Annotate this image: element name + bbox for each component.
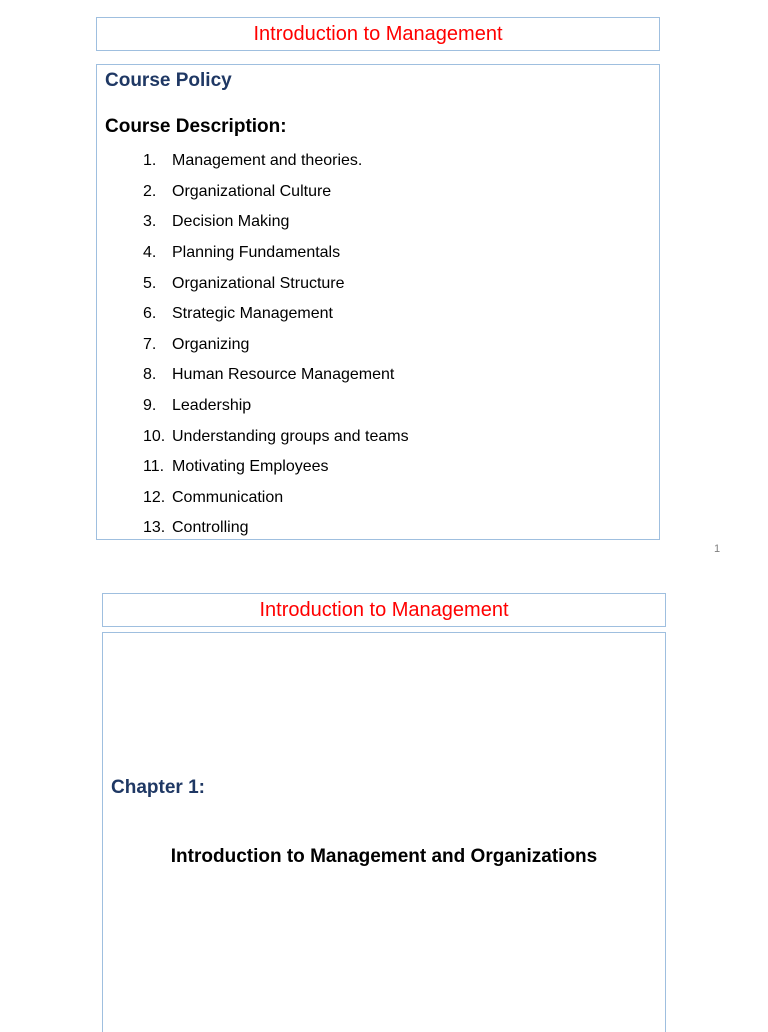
topic-number: 8. [143,366,157,384]
slide1-title-bar [96,17,660,51]
topic-number: 13. [143,519,166,537]
slide1-title: Introduction to Management [253,22,503,45]
topic-text: Communication [172,488,284,506]
course-policy-heading: Course Policy [105,70,232,91]
topic-text: Controlling [172,519,249,537]
topic-number: 2. [143,182,157,200]
topic-list-item [143,268,409,299]
slide2-title-bar [102,593,666,627]
topic-list-item [143,146,409,177]
topic-text: Organizational Culture [172,182,332,200]
topic-text: Decision Making [172,213,290,231]
topic-number: 4. [143,244,157,262]
slide2-content-box [102,632,666,1032]
chapter-title: Introduction to Management and Organizations [170,846,598,867]
topic-number: 1. [143,152,157,170]
topic-list [143,146,409,544]
topic-text: Leadership [172,397,252,415]
topic-list-item [143,177,409,208]
topic-list-item [143,391,409,422]
topic-text: Strategic Management [172,305,333,323]
chapter-label: Chapter 1: [111,777,205,798]
slide1-content-box [96,64,660,540]
topic-number: 3. [143,213,157,231]
topic-number: 10. [143,427,166,445]
topic-number: 9. [143,397,157,415]
topic-text: Management and theories. [172,152,363,170]
slide2-title: Introduction to Management [259,598,509,621]
topic-number: 11. [143,458,165,476]
topic-number: 12. [143,488,166,506]
topic-list-item [143,360,409,391]
topic-text: Organizing [172,335,250,353]
topic-text: Human Resource Management [172,366,395,384]
course-description-heading: Course Description: [105,116,287,137]
topic-text: Organizational Structure [172,274,345,292]
topic-list-item [143,513,409,544]
topic-number: 7. [143,335,157,353]
topic-list-item [143,330,409,361]
topic-list-item [143,238,409,269]
topic-number: 5. [143,274,157,292]
topic-list-item [143,421,409,452]
topic-list-item [143,452,409,483]
topic-text: Understanding groups and teams [172,427,409,445]
topic-text: Planning Fundamentals [172,244,341,262]
topic-text: Motivating Employees [172,458,329,476]
page-number: 1 [714,543,721,555]
topic-number: 6. [143,305,157,323]
topic-list-item [143,299,409,330]
topic-list-item [143,207,409,238]
topic-list-item [143,483,409,514]
